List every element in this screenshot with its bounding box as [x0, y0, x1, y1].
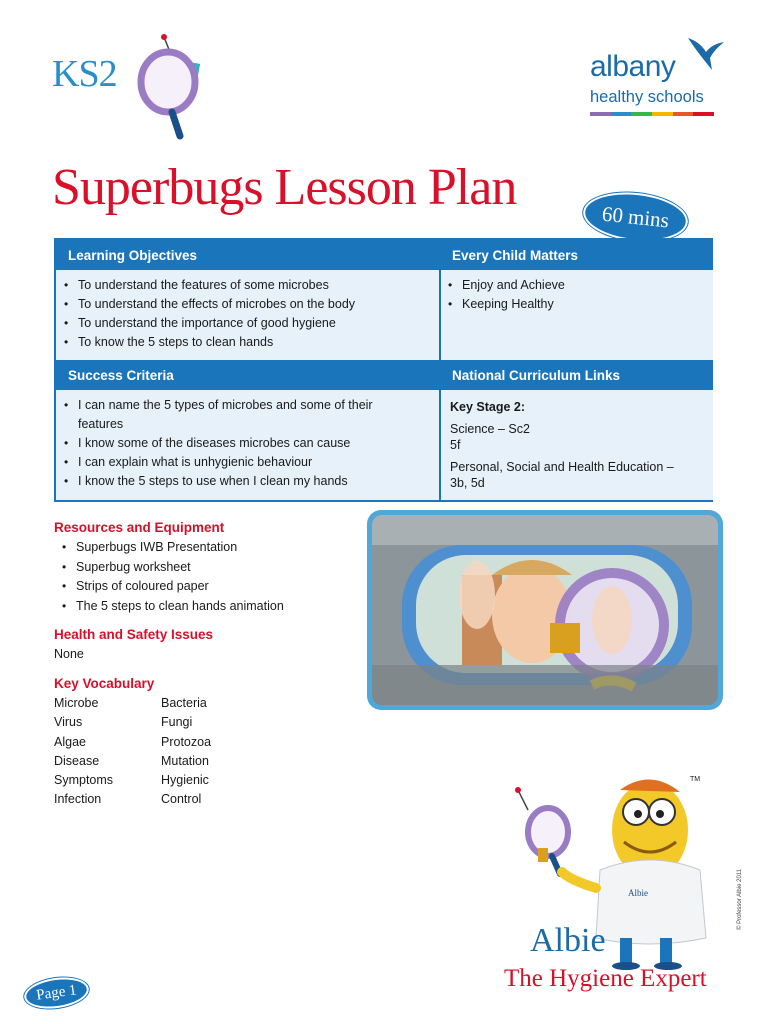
- vocab-word: Fungi: [161, 715, 193, 730]
- success-criteria-heading: Success Criteria: [56, 360, 439, 390]
- bird-logo-icon: [686, 32, 726, 72]
- stripe-green: [631, 112, 652, 116]
- brand-stripe: [590, 112, 714, 116]
- list-item: • I know some of the diseases microbes can cause: [56, 434, 409, 453]
- svg-text:Albie: Albie: [628, 888, 648, 898]
- curriculum-links-heading: National Curriculum Links: [440, 360, 713, 390]
- stripe-yellow: [652, 112, 673, 116]
- list-item: • To know the 5 steps to clean hands: [56, 333, 431, 352]
- vocab-word: Hygienic: [161, 773, 209, 788]
- page-title: Superbugs Lesson Plan: [52, 159, 517, 216]
- trademark-label: TM: [690, 776, 701, 783]
- list-item: • Strips of coloured paper: [54, 577, 284, 597]
- stripe-purple: [590, 112, 611, 116]
- list-item: • To understand the effects of microbes on the body: [56, 295, 431, 314]
- pshe-link: Personal, Social and Health Education –: [450, 460, 674, 474]
- list-item: • Superbug worksheet: [54, 558, 284, 578]
- vocab-word: Bacteria: [161, 696, 207, 710]
- vocab-word: Virus: [54, 715, 83, 730]
- ks2-label: KS2: [52, 53, 117, 95]
- resources-heading: Resources and Equipment: [54, 520, 225, 535]
- brand-name: albany: [590, 50, 676, 83]
- magnifying-glass-icon: [120, 32, 215, 142]
- learning-objectives-heading: Learning Objectives: [56, 240, 439, 270]
- vocab-word: Infection: [54, 792, 102, 807]
- vocabulary-heading: Key Vocabulary: [54, 676, 155, 691]
- list-item: • I can explain what is unhygienic behaviour: [56, 453, 409, 472]
- copyright-note: © Professor Albie 2011: [737, 868, 743, 930]
- brand-subtitle: healthy schools: [590, 88, 704, 106]
- list-item: • Keeping Healthy: [440, 295, 705, 314]
- column-divider: [439, 240, 441, 500]
- list-item: • To understand the features of some microbes: [56, 276, 431, 295]
- learning-objectives-cell: [56, 270, 439, 360]
- science-link: Science – Sc2: [450, 422, 530, 436]
- health-safety-value: None: [54, 647, 84, 661]
- resources-list: [54, 538, 284, 616]
- vocab-word: Disease: [54, 753, 100, 768]
- lesson-overview-table: [54, 238, 713, 502]
- vocabulary-list: [54, 694, 271, 810]
- stripe-blue: [611, 112, 632, 116]
- vocab-word: Protozoa: [161, 734, 212, 749]
- list-item: • I can name the 5 types of microbes and some of their features: [56, 396, 409, 434]
- vocab-word: Mutation: [161, 753, 209, 768]
- list-item: • Superbugs IWB Presentation: [54, 538, 284, 558]
- page-number-badge: Page 1: [22, 974, 91, 1013]
- list-item: • I know the 5 steps to use when I clean my hands: [56, 472, 409, 491]
- science-code: 5f: [450, 438, 461, 452]
- list-item: • Enjoy and Achieve: [440, 276, 705, 295]
- pshe-code: 3b, 5d: [450, 476, 485, 490]
- health-safety-heading: Health and Safety Issues: [54, 627, 214, 642]
- duration-badge: 60 mins: [581, 188, 690, 247]
- vocab-word: Algae: [54, 734, 86, 749]
- mascot-tagline: The Hygiene Expert: [504, 965, 707, 992]
- child-hands-illustration: [372, 515, 718, 705]
- success-criteria-cell: [56, 390, 439, 500]
- every-child-matters-heading: Every Child Matters: [440, 240, 713, 270]
- vocab-word: Symptoms: [54, 773, 114, 788]
- key-stage-label: Key Stage 2:: [450, 400, 526, 414]
- vocab-word: Microbe: [54, 696, 99, 710]
- stripe-orange: [673, 112, 694, 116]
- every-child-matters-cell: [440, 270, 713, 360]
- curriculum-links-cell: [440, 390, 713, 500]
- list-item: • To understand the importance of good hygiene: [56, 314, 431, 333]
- vocab-word: Control: [161, 792, 202, 807]
- list-item: • The 5 steps to clean hands animation: [54, 597, 284, 617]
- mascot-name: Albie: [530, 922, 606, 959]
- stripe-red: [693, 112, 714, 116]
